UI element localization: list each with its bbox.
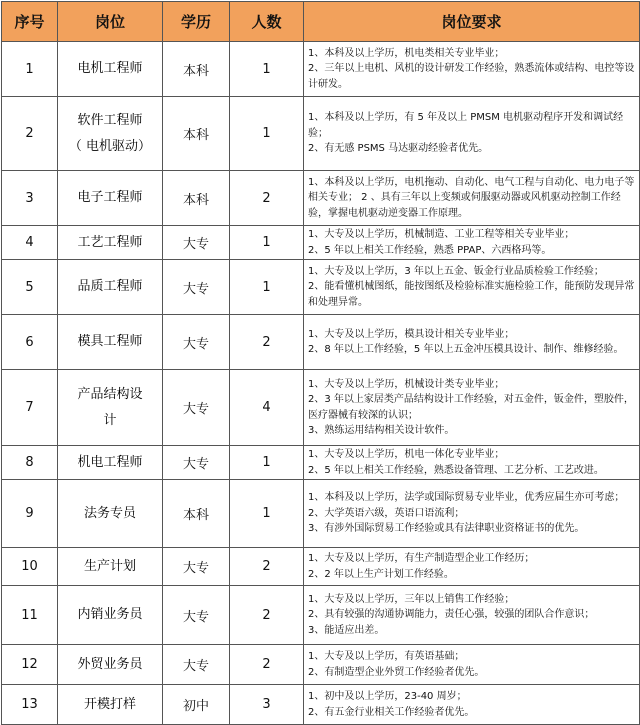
header-requirements: 岗位要求 bbox=[304, 2, 640, 42]
cell-no: 11 bbox=[2, 586, 58, 645]
requirement-line: 1、大专及以上学历，机械设计类专业毕业； bbox=[308, 378, 505, 390]
cell-requirements bbox=[304, 42, 640, 97]
requirement-line: 1、本科及以上学历，机电类相关专业毕业； bbox=[308, 47, 505, 59]
table-body bbox=[2, 42, 640, 725]
cell-no: 3 bbox=[2, 171, 58, 226]
cell-count: 1 bbox=[230, 260, 304, 315]
table-row bbox=[2, 260, 640, 315]
requirement-line: 2、有制造型企业外贸工作经验者优先。 bbox=[308, 666, 485, 678]
requirement-line: 2、大学英语六级，英语口语流利； bbox=[308, 507, 465, 519]
position-line: 计 bbox=[103, 412, 117, 428]
requirement-line: 1、本科及以上学历，有 5 年及以上 PMSM 电机驱动程序开发和调试经验； bbox=[308, 112, 624, 139]
cell-count: 1 bbox=[230, 226, 304, 260]
cell-position bbox=[58, 446, 163, 480]
cell-no: 5 bbox=[2, 260, 58, 315]
position-line: 软件工程师 bbox=[77, 112, 143, 128]
cell-count: 1 bbox=[230, 446, 304, 480]
table-row bbox=[2, 370, 640, 446]
cell-education: 初中 bbox=[163, 685, 230, 725]
cell-requirements bbox=[304, 645, 640, 685]
cell-requirements bbox=[304, 315, 640, 370]
cell-education: 大专 bbox=[163, 586, 230, 645]
requirement-line: 2、5 年以上相关工作经验，熟悉设备管理、工艺分析、工艺改进。 bbox=[308, 464, 604, 476]
header-position: 岗位 bbox=[58, 2, 163, 42]
cell-position bbox=[58, 645, 163, 685]
cell-requirements bbox=[304, 586, 640, 645]
cell-no: 8 bbox=[2, 446, 58, 480]
cell-position bbox=[58, 586, 163, 645]
requirement-line: 1、初中及以上学历，23-40 周岁； bbox=[308, 691, 467, 702]
cell-position bbox=[58, 685, 163, 725]
cell-education: 大专 bbox=[163, 260, 230, 315]
cell-education: 大专 bbox=[163, 226, 230, 260]
cell-count: 4 bbox=[230, 370, 304, 446]
table-row bbox=[2, 315, 640, 370]
cell-requirements bbox=[304, 446, 640, 480]
cell-education: 大专 bbox=[163, 315, 230, 370]
position-line: 产品结构设 bbox=[77, 386, 143, 402]
cell-count: 1 bbox=[230, 480, 304, 548]
requirement-line: 2、有无感 PSMS 马达驱动经验者优先。 bbox=[308, 143, 489, 155]
cell-no: 1 bbox=[2, 42, 58, 97]
header-row bbox=[2, 2, 640, 42]
table-row bbox=[2, 645, 640, 685]
table-row bbox=[2, 685, 640, 725]
position-line: 模具工程师 bbox=[77, 334, 143, 349]
cell-requirements bbox=[304, 226, 640, 260]
cell-position bbox=[58, 226, 163, 260]
cell-position bbox=[58, 97, 163, 171]
cell-requirements bbox=[304, 171, 640, 226]
position-line: 开模打样 bbox=[83, 696, 136, 712]
requirement-line: 2、有五金行业相关工作经验者优先。 bbox=[308, 706, 475, 718]
header-education: 学历 bbox=[163, 2, 230, 42]
table-row bbox=[2, 480, 640, 548]
cell-requirements bbox=[304, 480, 640, 548]
requirement-line: 3、能适应出差。 bbox=[308, 624, 385, 636]
position-line: 外贸业务员 bbox=[77, 656, 143, 672]
header-no: 序号 bbox=[2, 2, 58, 42]
position-line: 品质工程师 bbox=[77, 279, 143, 294]
cell-position bbox=[58, 480, 163, 548]
cell-position bbox=[58, 171, 163, 226]
cell-education: 本科 bbox=[163, 480, 230, 548]
cell-position bbox=[58, 42, 163, 97]
requirement-line: 2、能看懂机械图纸，能按图纸及检验标准实施检验工作，能预防发现异常和处理异常。 bbox=[308, 281, 635, 308]
cell-count: 1 bbox=[230, 97, 304, 171]
cell-education: 大专 bbox=[163, 645, 230, 685]
header-count: 人数 bbox=[230, 2, 304, 42]
requirement-line: 1、大专及以上学历，有英语基础； bbox=[308, 651, 465, 662]
cell-count: 2 bbox=[230, 548, 304, 586]
cell-count: 2 bbox=[230, 315, 304, 370]
cell-no: 6 bbox=[2, 315, 58, 370]
cell-education: 本科 bbox=[163, 42, 230, 97]
table-row bbox=[2, 97, 640, 171]
cell-count: 1 bbox=[230, 42, 304, 97]
requirement-line: 1、大专及以上学历，机械制造、工业工程等相关专业毕业； bbox=[308, 229, 575, 240]
requirement-line: 1、大专及以上学历，有生产制造型企业工作经历； bbox=[308, 553, 535, 564]
cell-position bbox=[58, 315, 163, 370]
cell-count: 3 bbox=[230, 685, 304, 725]
cell-count: 2 bbox=[230, 645, 304, 685]
position-line: 生产计划 bbox=[83, 558, 136, 574]
cell-position bbox=[58, 260, 163, 315]
cell-education: 大专 bbox=[163, 548, 230, 586]
cell-education: 大专 bbox=[163, 446, 230, 480]
cell-education: 大专 bbox=[163, 370, 230, 446]
cell-requirements bbox=[304, 97, 640, 171]
position-line: 内销业务员 bbox=[77, 607, 143, 622]
position-line: 工艺工程师 bbox=[77, 234, 143, 250]
cell-position bbox=[58, 370, 163, 446]
position-line: 电机工程师 bbox=[77, 61, 143, 76]
cell-requirements bbox=[304, 685, 640, 725]
cell-count: 2 bbox=[230, 171, 304, 226]
cell-no: 2 bbox=[2, 97, 58, 171]
requirement-line: 3、有涉外国际贸易工作经验或具有法律职业资格证书的优先。 bbox=[308, 523, 585, 535]
requirement-line: 1、大专及以上学历，3 年以上五金、钣金行业品质检验工作经验； bbox=[308, 265, 604, 277]
cell-requirements bbox=[304, 370, 640, 446]
cell-no: 7 bbox=[2, 370, 58, 446]
requirement-line: 2、三年以上电机、风机的设计研发工作经验，熟悉流体或结构、电控等设计研发。 bbox=[308, 63, 635, 90]
requirement-line: 1、本科及以上学历，电机拖动、自动化、电气工程与自动化、电力电子等相关专业； 2 、具有三年以上变频或伺服驱动器或风机驱动控制工作经验，掌握电机驱动逆变器工作原理。 bbox=[308, 176, 635, 219]
requirement-line: 2、5 年以上相关工作经验，熟悉 PPAP、六西格玛等。 bbox=[308, 244, 552, 256]
position-line: 法务专员 bbox=[83, 505, 136, 521]
requirement-line: 1、大专及以上学历，模具设计相关专业毕业； bbox=[308, 328, 515, 340]
cell-no: 13 bbox=[2, 685, 58, 725]
cell-no: 4 bbox=[2, 226, 58, 260]
position-line: （ 电机驱动） bbox=[68, 138, 152, 154]
requirement-line: 2、具有较强的沟通协调能力，责任心强，较强的团队合作意识； bbox=[308, 609, 595, 621]
cell-position bbox=[58, 548, 163, 586]
requirement-line: 1、本科及以上学历，法学或国际贸易专业毕业，优秀应届生亦可考虑； bbox=[308, 492, 625, 504]
requirement-line: 2、3 年以上家居类产品结构设计工作经验，对五金件，钣金件，塑胶件，医疗器械有较深的认识； bbox=[308, 394, 634, 421]
cell-no: 9 bbox=[2, 480, 58, 548]
table-row bbox=[2, 226, 640, 260]
cell-requirements bbox=[304, 260, 640, 315]
requirement-line: 2、8 年以上工作经验，5 年以上五金冲压模具设计、制作、维修经验。 bbox=[308, 344, 624, 355]
cell-education: 本科 bbox=[163, 97, 230, 171]
cell-education: 本科 bbox=[163, 171, 230, 226]
requirement-line: 1、大专及以上学历，三年以上销售工作经验； bbox=[308, 593, 515, 605]
table-row bbox=[2, 446, 640, 480]
jobs-table bbox=[1, 1, 640, 725]
position-line: 电子工程师 bbox=[77, 190, 143, 205]
table-row bbox=[2, 171, 640, 226]
requirement-line: 3、熟练运用结构相关设计软件。 bbox=[308, 425, 455, 436]
position-line: 机电工程师 bbox=[77, 454, 143, 470]
cell-no: 12 bbox=[2, 645, 58, 685]
cell-count: 2 bbox=[230, 586, 304, 645]
requirement-line: 1、大专及以上学历，机电一体化专业毕业； bbox=[308, 449, 505, 460]
table-row bbox=[2, 586, 640, 645]
table-row bbox=[2, 42, 640, 97]
requirement-line: 2、2 年以上生产计划工作经验。 bbox=[308, 568, 454, 580]
cell-no: 10 bbox=[2, 548, 58, 586]
table-row bbox=[2, 548, 640, 586]
cell-requirements bbox=[304, 548, 640, 586]
